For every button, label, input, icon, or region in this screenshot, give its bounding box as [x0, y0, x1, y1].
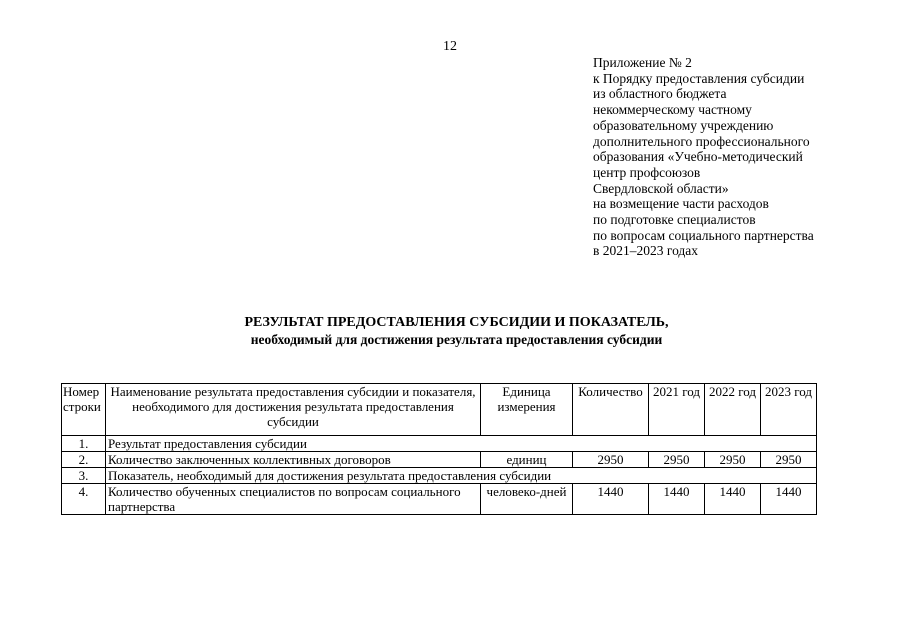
header-num: Номер строки: [62, 384, 106, 436]
appendix-line: на возмещение части расходов: [593, 196, 769, 212]
table-row: [62, 436, 817, 452]
appendix-line: Приложение № 2: [593, 55, 692, 70]
appendix-line: по вопросам социального партнерства: [593, 227, 814, 243]
appendix-line: из областного бюджета: [593, 86, 727, 102]
header-unit: Единица измерения: [481, 384, 573, 436]
appendix-line: некоммерческому частному: [593, 102, 752, 118]
appendix-line: дополнительного профессионального: [593, 133, 810, 149]
appendix-line: образовательному учреждению: [593, 117, 774, 133]
appendix-line: по подготовке специалистов: [593, 212, 756, 228]
title-main: РЕЗУЛЬТАТ ПРЕДОСТАВЛЕНИЯ СУБСИДИИ И ПОКАЗАТЕЛЬ,: [244, 315, 669, 330]
row-name: Количество обученных специалистов по вопросам социального партнерства: [106, 484, 481, 515]
row-quantity: 1440: [573, 484, 649, 515]
row-2022: 2950: [705, 452, 761, 468]
appendix-line: образования «Учебно-методический: [593, 149, 803, 165]
header-name: Наименование результата предоставления субсидии и показателя, необходимого для достижения результата предоставления субсидии: [106, 384, 481, 436]
appendix-note: [593, 55, 893, 259]
row-2021: 2950: [649, 452, 705, 468]
row-unit: единиц: [481, 452, 573, 468]
row-number: 4.: [62, 484, 106, 515]
row-name: Результат предоставления субсидии: [106, 436, 817, 452]
row-number: 3.: [62, 468, 106, 484]
header-quantity: Количество: [573, 384, 649, 436]
appendix-line: центр профсоюзов: [593, 164, 701, 180]
appendix-line: Свердловской области»: [593, 180, 729, 196]
row-quantity: 2950: [573, 452, 649, 468]
header-2021: 2021 год: [649, 384, 705, 436]
page-number: 12: [443, 39, 457, 54]
table-row: [62, 468, 817, 484]
title-subtitle: необходимый для достижения результата предоставления субсидии: [250, 332, 663, 347]
row-2022: 1440: [705, 484, 761, 515]
row-number: 2.: [62, 452, 106, 468]
row-2023: 1440: [761, 484, 817, 515]
table-row: [62, 452, 817, 468]
appendix-line: к Порядку предоставления субсидии: [593, 70, 805, 86]
table-row: [62, 484, 817, 515]
row-2023: 2950: [761, 452, 817, 468]
row-name: Количество заключенных коллективных договоров: [106, 452, 481, 468]
table-header-row: [62, 384, 817, 436]
results-table: [61, 383, 817, 515]
document-title: [0, 314, 905, 348]
row-2021: 1440: [649, 484, 705, 515]
header-2022: 2022 год: [705, 384, 761, 436]
row-name: Показатель, необходимый для достижения результата предоставления субсидии: [106, 468, 817, 484]
header-2023: 2023 год: [761, 384, 817, 436]
appendix-line: в 2021–2023 годах: [593, 243, 699, 259]
row-unit: человеко-дней: [481, 484, 573, 515]
row-number: 1.: [62, 436, 106, 452]
